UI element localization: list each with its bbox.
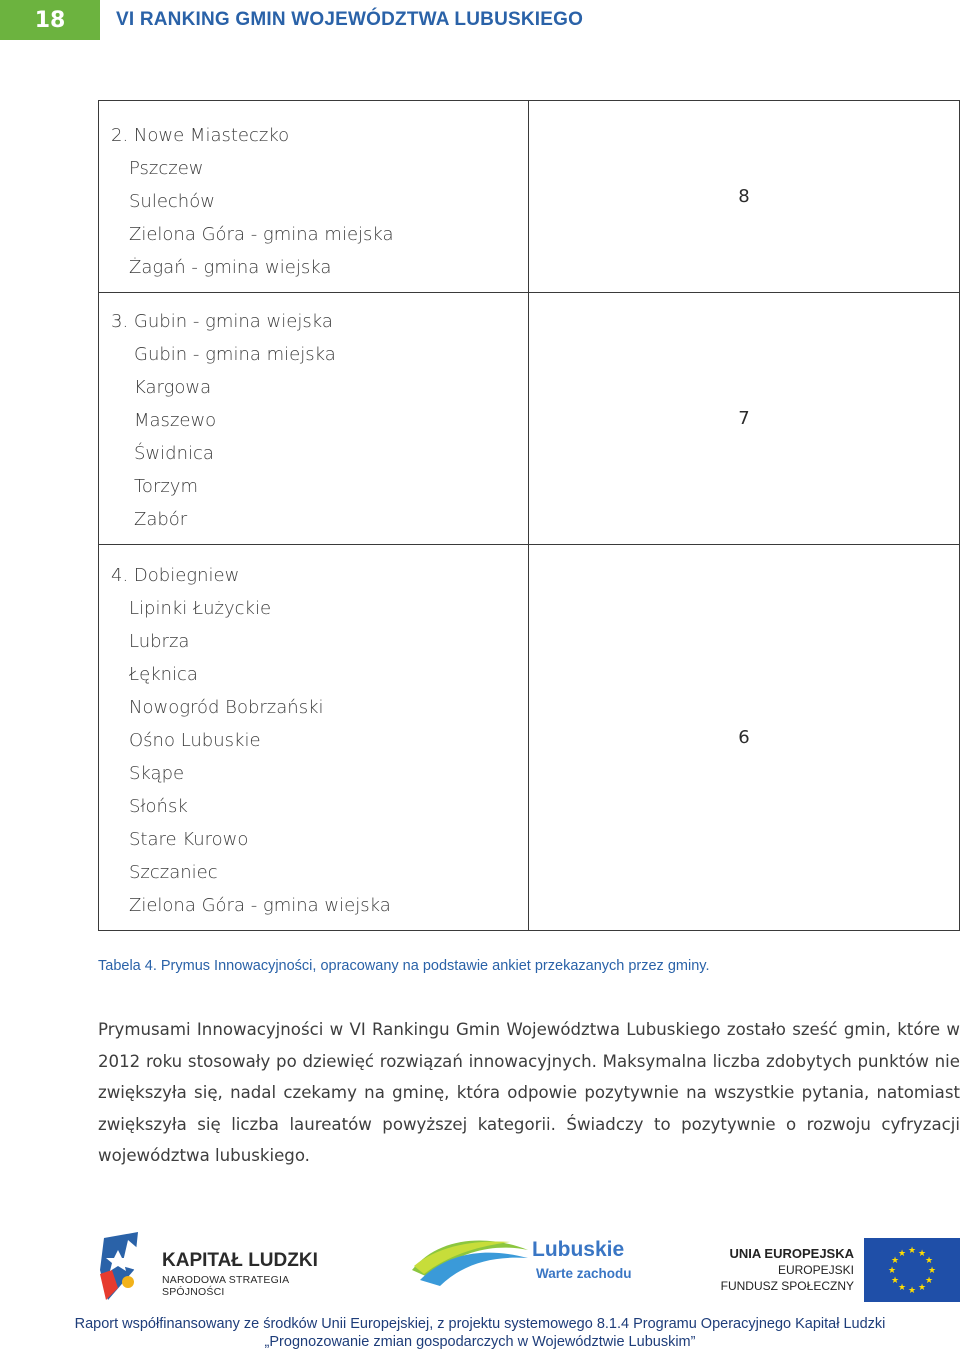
municipality-name: Nowogród Bobrzański: [129, 697, 324, 718]
municipality-name: Maszewo: [134, 410, 217, 431]
page-number: 18: [0, 0, 100, 40]
municipality-name: Torzym: [134, 476, 198, 497]
rank-label: 2.: [111, 125, 129, 146]
ranking-table: [98, 100, 960, 931]
list-item: [111, 305, 528, 338]
names-cell: [99, 101, 529, 292]
municipality-name: Kargowa: [134, 377, 212, 398]
municipality-name: Zabór: [134, 509, 188, 530]
caption-label: Tabela 4.: [98, 958, 157, 974]
names-cell: [99, 293, 529, 544]
page-title: VI RANKING GMIN WOJEWÓDZTWA LUBUSKIEGO: [116, 9, 584, 30]
names-cell: [99, 545, 529, 930]
kapital-ludzki-emblem-icon: [98, 1230, 160, 1305]
eu-flag-icon: [864, 1238, 960, 1302]
lubuskie-subtitle: Warte zachodu: [536, 1266, 632, 1281]
municipality-name: Stare Kurowo: [129, 829, 249, 850]
municipality-name: Nowe Miasteczko: [133, 125, 290, 146]
rank-label: 3.: [111, 311, 129, 332]
score-cell: 8: [738, 186, 750, 207]
municipality-name: Świdnica: [134, 443, 214, 464]
list-item: [111, 119, 528, 152]
municipality-name: Lubrza: [129, 631, 190, 652]
municipality-name: Łęknica: [129, 664, 198, 685]
svg-text:★: ★: [924, 1256, 934, 1266]
municipality-name: Sulechów: [129, 191, 215, 212]
table-row: [99, 292, 959, 544]
rank-label: 4.: [111, 565, 129, 586]
svg-text:★: ★: [924, 1276, 934, 1286]
body-paragraph: Prymusami Innowacyjności w VI Rankingu Gmin Województwa Lubuskiego zostało sześć gmin, które w 2012 roku stosowały po dziewięć rozwiązań innowacyjnych. Maksymalna liczba zdobytych punktów nie zwiększyła się, nadal czekamy na gminę, która odpowie pozytywnie na wszystkie pytania, natomiast zwiększyła się liczba laureatów powyższej kategorii. Świadczy to pozytywnie o rozwoju cyfryzacji województwa lubuskiego.: [98, 1020, 960, 1165]
municipality-name: Dobiegniew: [133, 565, 240, 586]
svg-text:★: ★: [907, 1246, 917, 1256]
footer-funding-note: Raport współfinansowany ze środków Unii Europejskiej, z projektu systemowego 8.1.4 Programu Operacyjnego Kapitał Ludzki: [74, 1316, 886, 1332]
table-row: [99, 101, 959, 292]
kapital-ludzki-logo: [98, 1230, 348, 1305]
municipality-name: Gubin - gmina miejska: [134, 344, 336, 365]
caption-text: Prymus Innowacyjności, opracowany na podstawie ankiet przekazanych przez gminy.: [160, 958, 710, 974]
municipality-name: Ośno Lubuskie: [129, 730, 261, 751]
svg-text:★: ★: [927, 1266, 937, 1276]
municipality-name: Żagań - gmina wiejska: [129, 257, 332, 278]
score-cell: 7: [738, 408, 750, 429]
score-cell: 6: [738, 727, 750, 748]
municipality-name: Pszczew: [129, 158, 204, 179]
municipality-name: Szczaniec: [129, 862, 218, 883]
eu-logo: [720, 1238, 960, 1308]
list-item: [111, 559, 528, 592]
svg-text:★: ★: [897, 1249, 907, 1259]
kl-title: KAPITAŁ LUDZKI: [162, 1250, 318, 1271]
table-caption: [98, 958, 709, 974]
svg-text:★: ★: [917, 1249, 927, 1259]
svg-text:★: ★: [890, 1276, 900, 1286]
svg-text:★: ★: [887, 1266, 897, 1276]
eu-line-3: FUNDUSZ SPOŁECZNY: [720, 1279, 854, 1293]
svg-text:★: ★: [890, 1256, 900, 1266]
municipality-name: Gubin - gmina wiejska: [133, 311, 333, 332]
table-row: [99, 544, 959, 930]
municipality-name: Zielona Góra - gmina wiejska: [129, 895, 391, 916]
municipality-name: Skąpe: [129, 763, 185, 784]
municipality-name: Słońsk: [129, 796, 188, 817]
lubuskie-title: Lubuskie: [532, 1238, 625, 1261]
svg-text:★: ★: [907, 1286, 917, 1296]
eu-line-1: UNIA EUROPEJSKA: [729, 1246, 854, 1261]
footer-project-name: „Prognozowanie zmian gospodarczych w Województwie Lubuskim”: [264, 1334, 696, 1350]
lubuskie-wave-icon: [410, 1230, 530, 1290]
municipality-name: Lipinki Łużyckie: [129, 598, 272, 619]
eu-line-2: EUROPEJSKI: [777, 1263, 854, 1277]
svg-text:★: ★: [917, 1283, 927, 1293]
svg-text:★: ★: [897, 1283, 907, 1293]
municipality-name: Zielona Góra - gmina miejska: [129, 224, 394, 245]
lubuskie-logo: [410, 1230, 670, 1290]
kl-subtitle: NARODOWA STRATEGIA SPÓJNOŚCI: [162, 1274, 289, 1298]
